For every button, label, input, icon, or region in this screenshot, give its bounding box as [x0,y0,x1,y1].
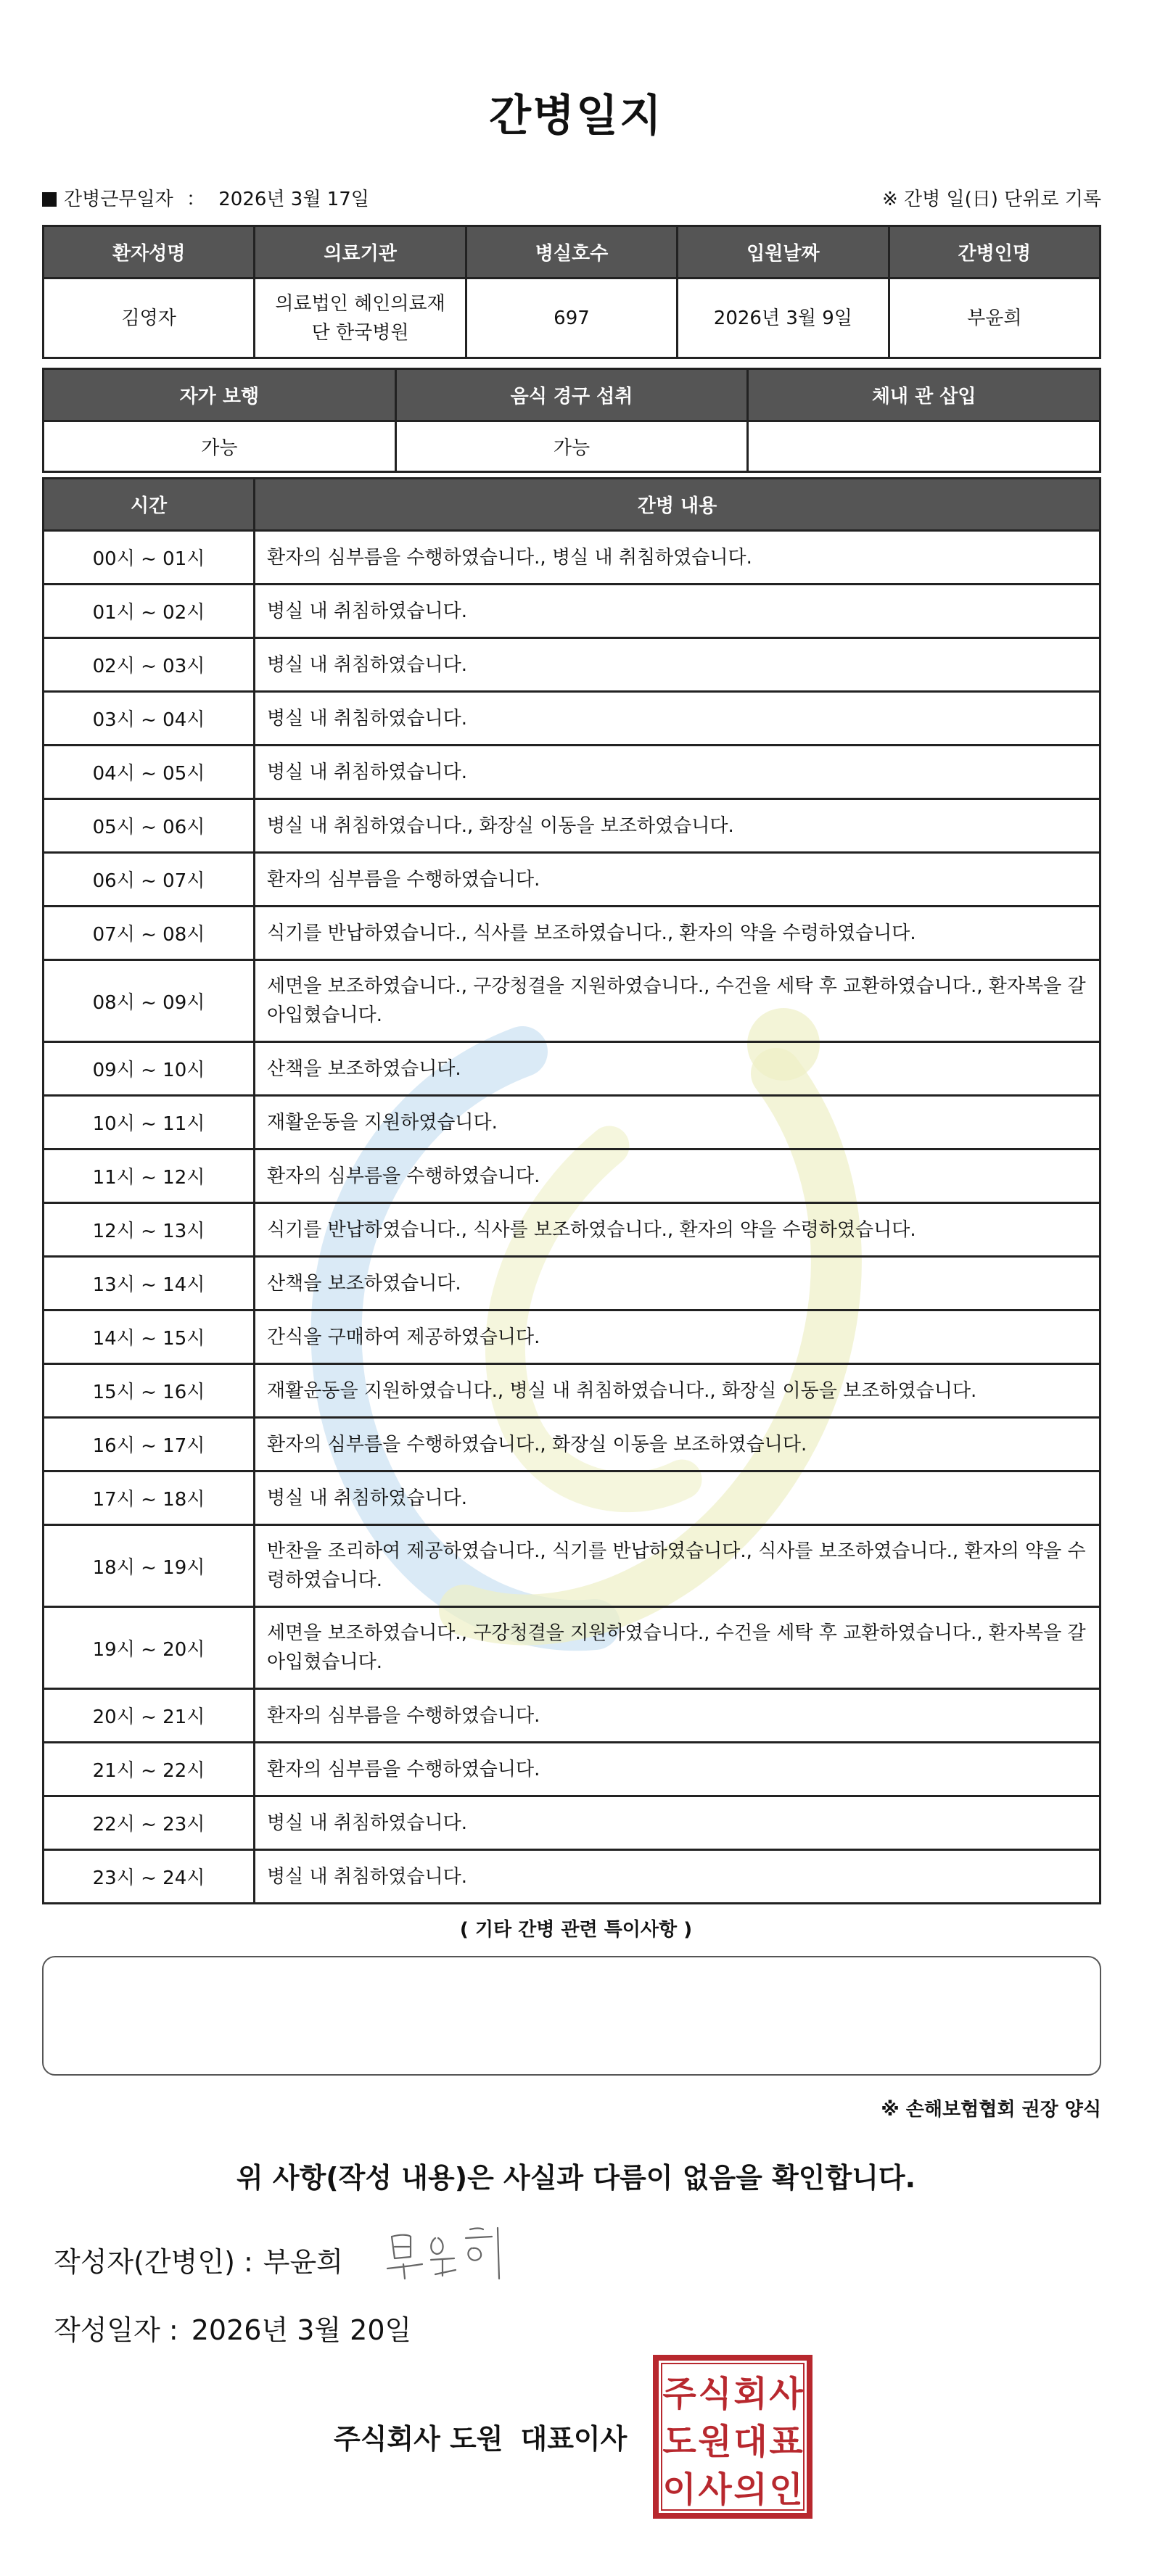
table-row [44,1364,1100,1418]
table-row [44,1149,1100,1203]
self-walking-value: 가능 [44,421,396,472]
log-time: 09시 ~ 10시 [44,1042,255,1096]
status-value-row [44,421,1100,472]
log-content: 병실 내 취침하였습니다. [255,746,1100,799]
table-row [44,799,1100,853]
writer-label: 작성자(간병인) : [54,2246,253,2278]
patient-status-table [42,368,1101,473]
special-notes-title: ( 기타 간병 관련 특이사항 ) [459,1919,693,1941]
log-time: 18시 ~ 19시 [44,1525,255,1607]
seal-char: 대 [733,2422,768,2462]
log-content: 간식을 구매하여 제공하였습니다. [255,1310,1100,1364]
log-time: 01시 ~ 02시 [44,585,255,638]
log-time: 06시 ~ 07시 [44,853,255,907]
seal-char: 회 [733,2374,768,2414]
seal-char: 인 [769,2469,803,2510]
log-time: 10시 ~ 11시 [44,1096,255,1149]
table-row [44,1203,1100,1257]
log-content: 세면을 보조하였습니다., 구강청결을 지원하였습니다., 수건을 세탁 후 교환하였습니다., 환자복을 갈아입혔습니다. [255,1607,1100,1689]
ceo-title: 대표이사 [520,2423,628,2455]
log-time: 08시 ~ 09시 [44,960,255,1042]
log-content: 산책을 보조하였습니다. [255,1042,1100,1096]
log-content: 환자의 심부름을 수행하였습니다. [255,1743,1100,1796]
seal-char: 주 [662,2374,696,2414]
seal-char: 식 [698,2374,732,2414]
status-header-row [44,369,1100,421]
header-time: 시간 [44,479,255,531]
seal-char: 사 [698,2469,732,2510]
log-content: 반찬을 조리하여 제공하였습니다., 식기를 반납하였습니다., 식사를 보조하였습니다., 환자의 약을 수령하였습니다. [255,1525,1100,1607]
page-title: 간병일지 [489,91,663,141]
recommended-form-note: ※ 손해보험협회 권장 양식 [881,2099,1101,2121]
table-row [44,1525,1100,1607]
log-time: 17시 ~ 18시 [44,1471,255,1525]
tube-insertion-value [748,421,1100,472]
header-oral-intake: 음식 경구 섭취 [395,369,748,421]
log-content: 병실 내 취침하였습니다. [255,638,1100,692]
log-time: 16시 ~ 17시 [44,1418,255,1471]
room-number: 697 [466,278,677,358]
table-row [44,585,1100,638]
header-hospital: 의료기관 [255,226,466,278]
header-caregiver-name: 간병인명 [889,226,1100,278]
log-time: 22시 ~ 23시 [44,1796,255,1850]
header-admission-date: 입원날짜 [678,226,889,278]
header-self-walking: 자가 보행 [44,369,396,421]
oral-intake-value: 가능 [395,421,748,472]
patient-name: 김영자 [44,278,255,358]
log-content: 환자의 심부름을 수행하였습니다. [255,1149,1100,1203]
seal-char: 이 [662,2469,696,2510]
written-date-label: 작성일자 : [54,2314,178,2346]
seal-char: 원 [698,2422,732,2462]
work-date [42,184,369,211]
care-log-table [42,477,1101,1904]
square-bullet-icon [42,192,57,207]
seal-char: 표 [769,2422,803,2462]
table-row [44,1042,1100,1096]
log-time: 12시 ~ 13시 [44,1203,255,1257]
handwritten-signature-icon [384,2221,508,2286]
table-row [44,638,1100,692]
company-seal-icon [651,2353,814,2520]
writer-line [54,2239,343,2279]
log-content: 재활운동을 지원하였습니다. [255,1096,1100,1149]
seal-char: 의 [733,2469,768,2510]
log-content: 환자의 심부름을 수행하였습니다., 병실 내 취침하였습니다. [255,531,1100,585]
info-value-row [44,278,1100,358]
log-time: 11시 ~ 12시 [44,1149,255,1203]
log-content: 식기를 반납하였습니다., 식사를 보조하였습니다., 환자의 약을 수령하였습니다. [255,1203,1100,1257]
log-time: 23시 ~ 24시 [44,1850,255,1904]
writer-name: 부윤희 [263,2246,343,2278]
info-header-row [44,226,1100,278]
log-content: 세면을 보조하였습니다., 구강청결을 지원하였습니다., 수건을 세탁 후 교환하였습니다., 환자복을 갈아입혔습니다. [255,960,1100,1042]
written-date-line [54,2308,411,2348]
log-content: 병실 내 취침하였습니다. [255,1850,1100,1904]
log-time: 05시 ~ 06시 [44,799,255,853]
log-time: 20시 ~ 21시 [44,1689,255,1743]
caregiver-name: 부윤희 [889,278,1100,358]
table-row [44,1607,1100,1689]
written-date-value: 2026년 3월 20일 [191,2314,412,2346]
table-row [44,1850,1100,1904]
log-content: 산책을 보조하였습니다. [255,1257,1100,1310]
log-time: 04시 ~ 05시 [44,746,255,799]
admission-date: 2026년 3월 9일 [678,278,889,358]
log-time: 00시 ~ 01시 [44,531,255,585]
table-row [44,960,1100,1042]
patient-info-table [42,225,1101,359]
log-content: 환자의 심부름을 수행하였습니다., 화장실 이동을 보조하였습니다. [255,1418,1100,1471]
work-date-value: 2026년 3월 17일 [218,189,369,210]
table-row [44,1257,1100,1310]
log-content: 환자의 심부름을 수행하였습니다. [255,853,1100,907]
seal-char: 도 [662,2422,696,2462]
table-row [44,1096,1100,1149]
log-time: 21시 ~ 22시 [44,1743,255,1796]
log-header-row [44,479,1100,531]
log-content: 환자의 심부름을 수행하였습니다. [255,1689,1100,1743]
table-row [44,692,1100,746]
log-time: 07시 ~ 08시 [44,907,255,960]
log-time: 13시 ~ 14시 [44,1257,255,1310]
confirmation-statement: 위 사항(작성 내용)은 사실과 다름이 없음을 확인합니다. [236,2162,916,2194]
table-row [44,531,1100,585]
log-content: 병실 내 취침하였습니다. [255,692,1100,746]
header-tube-insertion: 체내 관 삽입 [748,369,1100,421]
log-content: 식기를 반납하였습니다., 식사를 보조하였습니다., 환자의 약을 수령하였습니다. [255,907,1100,960]
log-time: 02시 ~ 03시 [44,638,255,692]
header-patient-name: 환자성명 [44,226,255,278]
log-time: 19시 ~ 20시 [44,1607,255,1689]
header-care-content: 간병 내용 [255,479,1100,531]
log-time: 15시 ~ 16시 [44,1364,255,1418]
table-row [44,746,1100,799]
meta-row [42,184,1101,213]
table-row [44,907,1100,960]
special-notes-box [42,1956,1101,2076]
table-row [44,853,1100,907]
table-row [44,1689,1100,1743]
log-time: 03시 ~ 04시 [44,692,255,746]
log-content: 병실 내 취침하였습니다. [255,1796,1100,1850]
company-name: 주식회사 도원 [334,2423,503,2455]
company-line [334,2416,627,2456]
table-row [44,1796,1100,1850]
log-content: 병실 내 취침하였습니다., 화장실 이동을 보조하였습니다. [255,799,1100,853]
work-date-separator: ： [186,189,205,210]
work-date-label: 간병근무일자 [64,189,173,210]
record-unit-note: ※ 간병 일(日) 단위로 기록 [881,189,1101,210]
table-row [44,1743,1100,1796]
table-row [44,1471,1100,1525]
special-notes-text [44,1957,1100,1981]
log-time: 14시 ~ 15시 [44,1310,255,1364]
log-content: 병실 내 취침하였습니다. [255,1471,1100,1525]
hospital-name: 의료법인 혜인의료재단 한국병원 [255,278,466,358]
table-row [44,1310,1100,1364]
header-room-number: 병실호수 [466,226,677,278]
log-content: 재활운동을 지원하였습니다., 병실 내 취침하였습니다., 화장실 이동을 보조하였습니다. [255,1364,1100,1418]
log-content: 병실 내 취침하였습니다. [255,585,1100,638]
seal-char: 사 [769,2374,803,2414]
table-row [44,1418,1100,1471]
